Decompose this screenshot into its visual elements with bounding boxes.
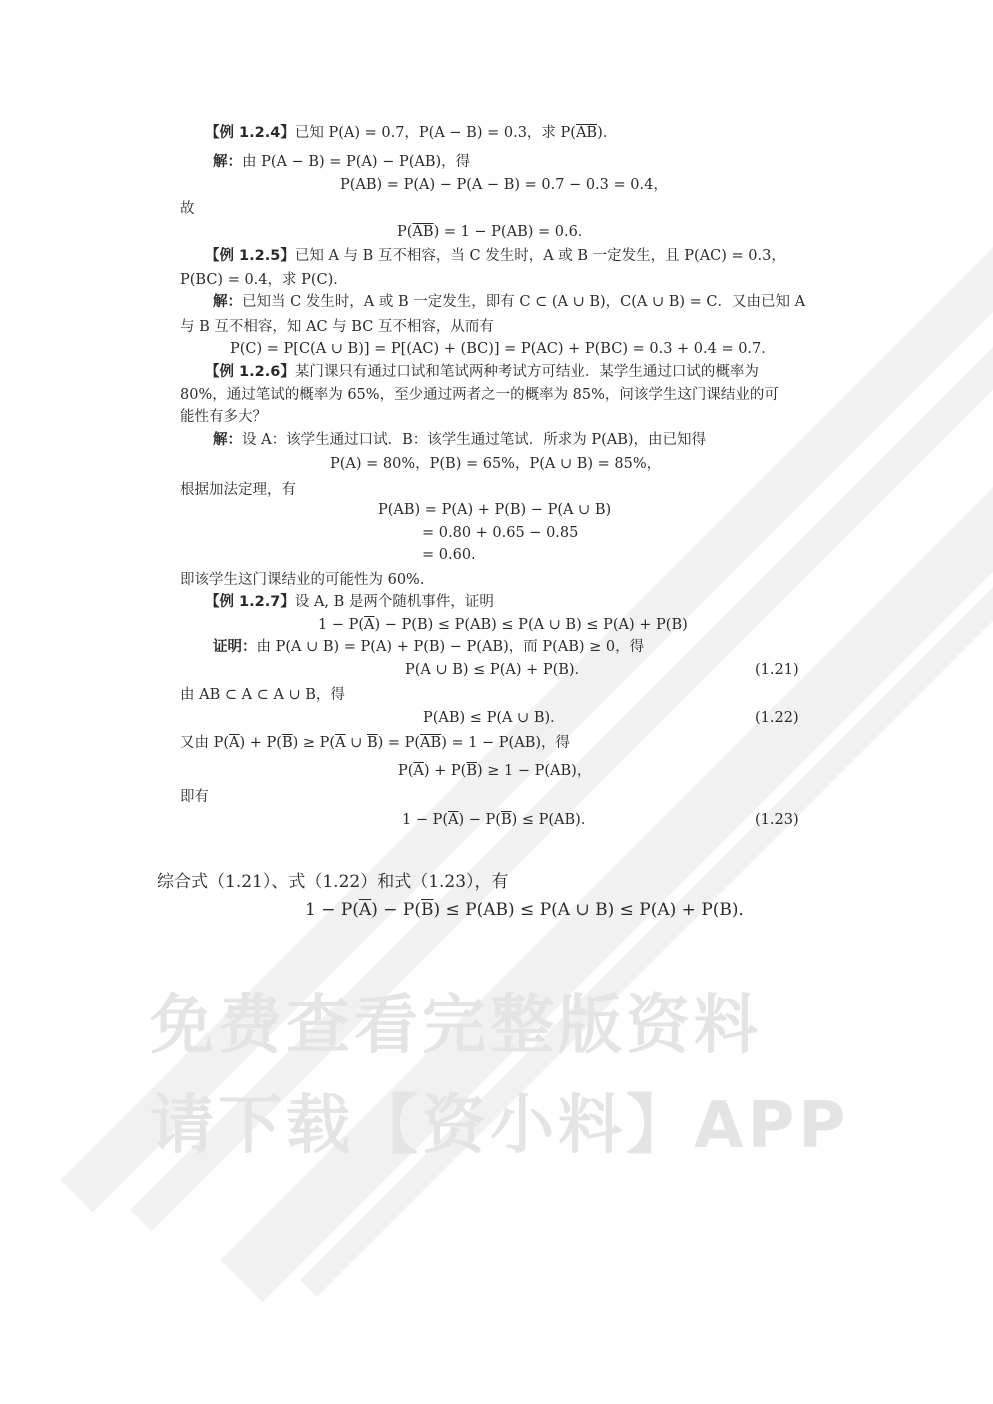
text-segment: ) ≥ P( (292, 735, 336, 751)
text-segment: P(C) = P[C(A ∪ B)] = P[(AC) + (BC)] = P(AC) + P(BC) = 0.3 + 0.4 = 0.7． (230, 341, 776, 357)
text-line (205, 363, 759, 381)
text-segment: P(A) = 80%，P(B) = 65%，P(A ∪ B) = 85%， (330, 456, 662, 472)
text-segment: 综合式（1.21）、式（1.22）和式（1.23），有 (157, 872, 509, 892)
text-line (405, 661, 589, 679)
text-segment: ) = 1 − P(AB)，得 (441, 735, 571, 751)
text-line (230, 340, 776, 358)
equation-number: (1.23) (755, 812, 799, 828)
text-segment: ) − P( (371, 900, 421, 920)
example-label: 【例 1.2.6】 (205, 364, 295, 380)
text-segment: 1 − P( (402, 812, 449, 828)
text-segment: 与 B 互不相容，知 AC 与 BC 互不相容，从而有 (180, 319, 494, 335)
example-label: 解： (213, 294, 242, 310)
text-segment: P(BC) = 0.4，求 P(C)． (180, 272, 348, 288)
text-segment: P(AB) ≤ P(A ∪ B)． (423, 710, 565, 726)
text-segment: ) + P( (423, 763, 467, 779)
text-segment: P( (397, 224, 413, 240)
text-line (330, 455, 661, 473)
text-segment: 1 − P( (305, 900, 359, 920)
example-label: 解： (213, 432, 242, 448)
text-line (180, 408, 267, 426)
text-line (180, 788, 209, 806)
complement-symbol: $\overline{A}$ (413, 763, 424, 779)
text-line (205, 593, 494, 611)
text-line (180, 734, 570, 752)
text-segment: 某门课只有通过口试和笔试两种考试方可结业．某学生通过口试的概率为 (294, 364, 759, 380)
complement-symbol: $\overline{B}$ (281, 735, 293, 751)
text-line (318, 616, 688, 634)
text-segment: 由 AB ⊂ A ⊂ A ∪ B，得 (180, 687, 345, 703)
text-segment: 由 P(A ∪ B) = P(A) + P(B) − P(AB)，而 P(AB) ≥ 0，得 (256, 639, 645, 655)
equation-number: (1.21) (755, 662, 799, 678)
complement-symbol: $\overline{AB}$ (420, 735, 442, 751)
complement-symbol: $\overline{B}$ (466, 763, 478, 779)
text-segment: ∪ (345, 735, 367, 751)
watermark-text-2: 请下载【资小料】APP (150, 1089, 850, 1163)
complement-symbol: $\overline{A}$ (358, 900, 372, 920)
example-label: 解： (213, 154, 242, 170)
text-segment: 已知当 C 发生时，A 或 B 一定发生，即有 C ⊂ (A ∪ B)，C(A ∪ B) = C．又由已知 A (242, 294, 806, 310)
complement-symbol: $\overline{A}$ (335, 735, 346, 751)
text-line (180, 686, 345, 704)
text-line (213, 293, 805, 311)
text-segment: ) + P( (239, 735, 282, 751)
text-segment: = 0.60. (422, 547, 476, 563)
text-segment: )． (597, 125, 618, 141)
text-segment: ) − P(B) ≤ P(AB) ≤ P(A ∪ B) ≤ P(A) + P(B) (374, 617, 688, 633)
text-segment: 80%，通过笔试的概率为 65%，至少通过两者之一的概率为 85%，问该学生这门课结业的可 (180, 387, 779, 403)
text-line (213, 153, 470, 171)
example-label: 【例 1.2.5】 (205, 248, 295, 264)
complement-symbol: $\overline{B}$ (421, 900, 434, 920)
text-segment: 根据加法定理，有 (180, 482, 296, 498)
text-line (180, 271, 348, 289)
text-segment: 能性有多大？ (180, 409, 267, 425)
complement-symbol: $\overline{A}$ (448, 812, 459, 828)
text-line (423, 709, 565, 727)
text-segment: = 0.80 + 0.65 − 0.85 (422, 525, 579, 541)
text-line (340, 176, 668, 194)
text-segment: 即有 (180, 789, 209, 805)
text-line (398, 762, 591, 780)
text-line (422, 524, 578, 542)
text-line (402, 811, 595, 829)
text-segment: ) − P( (458, 812, 501, 828)
text-segment: ) ≥ 1 − P(AB)， (477, 763, 592, 779)
text-line (205, 247, 786, 265)
text-segment: P(AB) = P(A) − P(A − B) = 0.7 − 0.3 = 0.4， (340, 177, 668, 193)
example-label: 证明： (213, 639, 257, 655)
text-line (180, 200, 195, 218)
complement-symbol: $\overline{B}$ (500, 812, 512, 828)
complement-symbol: $\overline{A}$ (229, 735, 240, 751)
text-segment: 故 (180, 201, 195, 217)
text-line (378, 501, 611, 519)
complement-symbol: $\overline{AB}$ (412, 224, 434, 240)
text-line (157, 871, 509, 893)
text-line (397, 223, 592, 241)
text-segment: ) = P( (377, 735, 421, 751)
text-segment: 1 − P( (318, 617, 365, 633)
text-segment: 即该学生这门课结业的可能性为 60%. (180, 572, 425, 588)
text-line (180, 318, 494, 336)
text-segment: 又由 P( (180, 735, 230, 751)
text-line (305, 899, 756, 921)
text-segment: P(AB) = P(A) + P(B) − P(A ∪ B) (378, 502, 612, 518)
complement-symbol: $\overline{A}$ (364, 617, 375, 633)
complement-symbol: $\overline{B}$ (366, 735, 378, 751)
text-segment: ) ≤ P(AB) ≤ P(A ∪ B) ≤ P(A) + P(B)． (433, 900, 756, 920)
text-line (180, 481, 296, 499)
text-segment: 已知 A 与 B 互不相容，当 C 发生时，A 或 B 一定发生，且 P(AC) = 0.3， (294, 248, 786, 264)
text-segment: ) ≤ P(AB)． (511, 812, 596, 828)
text-segment: 由 P(A − B) = P(A) − P(AB)，得 (242, 154, 471, 170)
text-segment: 设 A：该学生通过口试．B：该学生通过笔试．所求为 P(AB)，由已知得 (242, 432, 707, 448)
text-line (180, 571, 424, 589)
complement-symbol: $\overline{AB}$ (575, 125, 598, 141)
text-segment: P(A ∪ B) ≤ P(A) + P(B)． (405, 662, 590, 678)
text-line (213, 431, 706, 449)
example-label: 【例 1.2.7】 (205, 594, 295, 610)
text-segment: 设 A, B 是两个随机事件，证明 (294, 594, 494, 610)
text-line (180, 386, 779, 404)
text-line (205, 124, 617, 142)
example-label: 【例 1.2.4】 (205, 125, 295, 141)
text-segment: P( (398, 763, 414, 779)
text-line (213, 638, 644, 656)
text-segment: 已知 P(A) = 0.7，P(A − B) = 0.3，求 P( (294, 125, 576, 141)
text-line (422, 546, 476, 564)
equation-number: (1.22) (755, 710, 799, 726)
watermark-text-1: 免费查看完整版资料 (150, 989, 762, 1063)
text-segment: ) = 1 − P(AB) = 0.6． (433, 224, 593, 240)
